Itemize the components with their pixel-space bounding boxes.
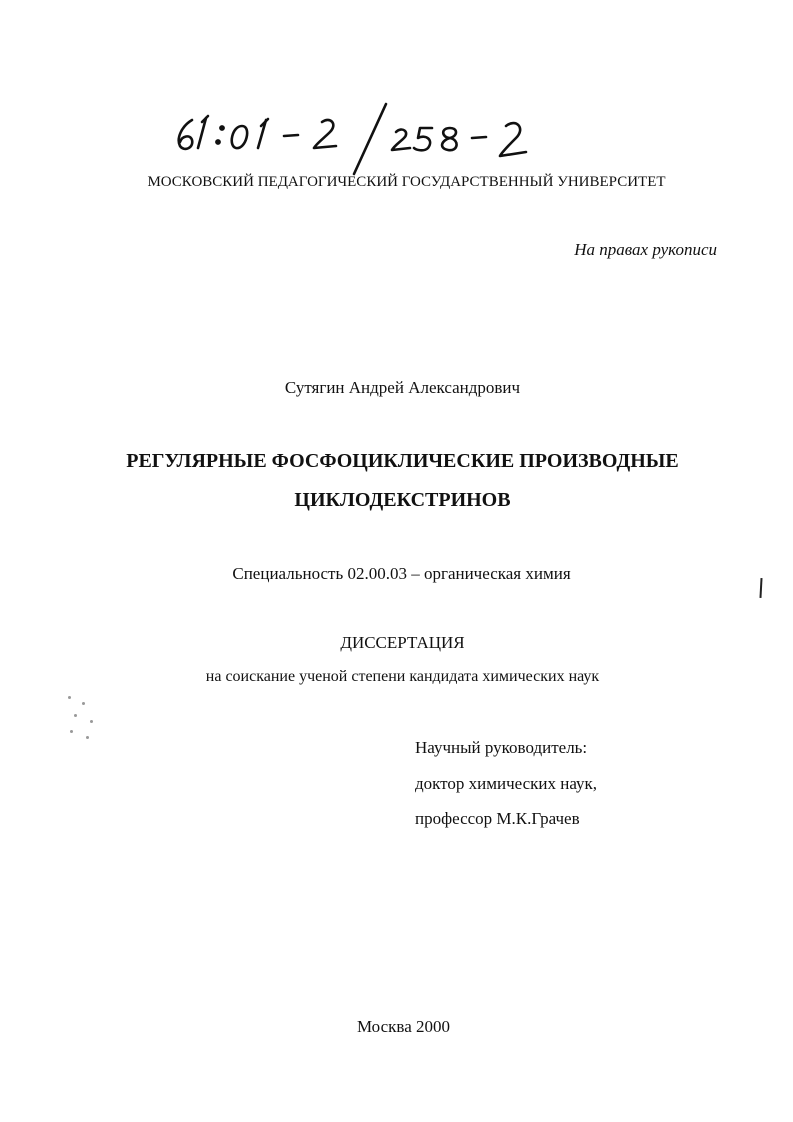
scan-speck — [68, 696, 71, 699]
manuscript-rights-note: На правах рукописи — [574, 240, 717, 259]
dissertation-title-line-2: ЦИКЛОДЕКСТРИНОВ — [294, 489, 511, 511]
scan-speck — [82, 702, 85, 705]
scan-artifact-mark — [759, 578, 762, 598]
scan-speck — [74, 714, 77, 717]
advisor-degree: доктор химических наук, — [415, 774, 598, 793]
dissertation-title-line-1: РЕГУЛЯРНЫЕ ФОСФОЦИКЛИЧЕСКИЕ ПРОИЗВОДНЫЕ — [126, 450, 679, 472]
scan-artifact-specks — [60, 690, 120, 750]
advisor-name: профессор М.К.Грачев — [415, 809, 580, 828]
degree-statement: на соискание ученой степени кандидата химических наук — [205, 668, 600, 685]
document-type: ДИССЕРТАЦИЯ — [340, 633, 465, 652]
university-name: МОСКОВСКИЙ ПЕДАГОГИЧЕСКИЙ ГОСУДАРСТВЕННЫЙ УНИВЕРСИТЕТ — [147, 174, 666, 190]
scan-speck — [86, 736, 89, 739]
city-year: Москва 2000 — [356, 1017, 451, 1036]
specialty: Специальность 02.00.03 – органическая химия — [232, 564, 571, 583]
scan-speck — [90, 720, 93, 723]
advisor-role: Научный руководитель: — [415, 738, 588, 757]
handwritten-catalog-number-drawing — [170, 102, 550, 182]
author-name: Сутягин Андрей Александрович — [284, 378, 521, 397]
scan-speck — [70, 730, 73, 733]
handwritten-catalog-number — [170, 102, 550, 182]
